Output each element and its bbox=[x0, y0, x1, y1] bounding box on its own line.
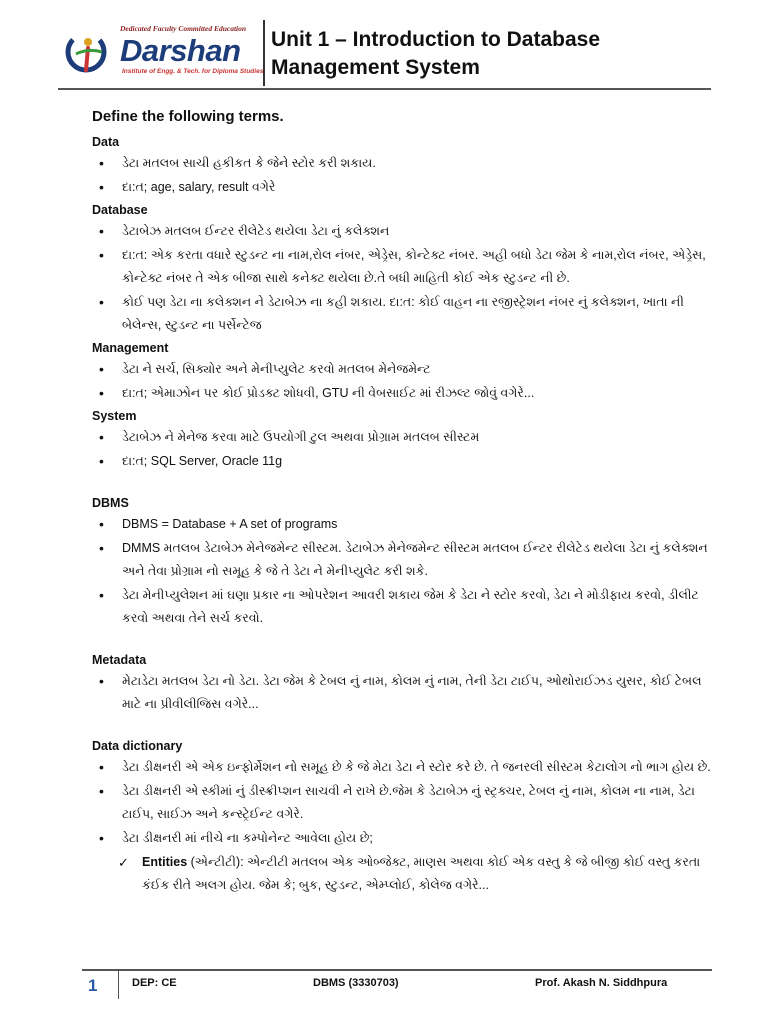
list-item: • દા:ત: એક કરતા વધારે સ્ટુડન્ટ ના નામ,રોલ નંબર, એડ્રેસ, કોન્ટેક્ટ નંબર. અહી બધો ડેટા જેમ કે નામ,રોલ નંબર, એડ્રેસ, કોન્ટેક્ટ નંબર તે એક બીજા સાથે કનેક્ટ થયેલા છે.તે બધી માહિતી કોઈ એક સ્ટુડન્ટ ની છે. bbox=[92, 244, 712, 290]
footer-department: DEP: CE bbox=[132, 977, 177, 989]
logo-mark-icon bbox=[62, 28, 118, 84]
bullet-list bbox=[92, 426, 712, 473]
term-metadata: Metadata bbox=[92, 653, 147, 667]
list-item: • દા:ત; એમાઝોન પર કોઈ પ્રોડક્ટ શોધવી, GTU ની વેબસાઈટ માં રીઝલ્ટ જોવું વગેરે... bbox=[92, 382, 712, 405]
term-management: Management bbox=[92, 341, 169, 355]
unit-title-line2: Management System bbox=[271, 56, 480, 79]
list-item: • ડેટાબેઝ ને મેનેજ કરવા માટે ઉપયોગી ટુલ અથવા પ્રોગ્રામ મતલબ સીસ્ટમ bbox=[92, 426, 712, 449]
list-item: • DMMS મતલબ ડેટાબેઝ મેનેજમેન્ટ સીસ્ટમ. ડેટાબેઝ મેનેજમેન્ટ સીસ્ટમ મતલબ ઈન્ટર રીલેટેડ થયેલા ડેટા નું કલેક્શન અને તેવા પ્રોગ્રામ નો સમૂહ કે જે તે ડેટા ને મેનીપ્યુલેટ કરી શકે. bbox=[92, 537, 712, 583]
unit-title bbox=[271, 26, 600, 82]
bullet-list bbox=[92, 220, 712, 337]
institute-logo bbox=[62, 24, 264, 86]
list-item: • દા:ત; age, salary, result વગેરે bbox=[92, 176, 712, 199]
bullet-list bbox=[92, 152, 712, 199]
section-heading: Define the following terms. bbox=[92, 108, 284, 125]
checklist-item bbox=[92, 851, 712, 897]
term-database: Database bbox=[92, 203, 148, 217]
list-item: • DBMS = Database + A set of programs bbox=[92, 513, 712, 536]
list-item: • મેટાડેટા મતલબ ડેટા નો ડેટા. ડેટા જેમ કે ટેબલ નું નામ, કોલમ નું નામ, તેની ડેટા ટાઈપ, ઓથોરાઈઝડ યુસર, કોઈ ટેબલ માટે ના પ્રીવીલીજિસ વગેરે... bbox=[92, 670, 712, 716]
list-item: • ડેટા ડીક્ષનરી માં નીચે ના કમ્પોનેન્ટ આવેલા હોય છે; bbox=[92, 827, 712, 850]
list-item: • ડેટા મતલબ સાચી હકીકત કે જેને સ્ટોર કરી શકાય. bbox=[92, 152, 712, 175]
list-item: • ડેટા મેનીપ્યુલેશન માં ઘણા પ્રકાર ના ઓપરેશન આવરી શકાય જેમ કે ડેટા ને સ્ટોર કરવો, ડેટા ને મોડીફાય કરવો, ડીલીટ કરવો અથવા તેને સર્ચ કરવો. bbox=[92, 584, 712, 630]
term-data: Data bbox=[92, 135, 120, 149]
term-data-dictionary: Data dictionary bbox=[92, 739, 183, 753]
checklist-item-text: (એન્ટીટી): એન્ટીટી મતલબ એક ઓબ્જેક્ટ, માણસ અથવા કોઈ એક વસ્તુ કે જે બીજી કોઈ વસ્તુ કરતા કંઈક રીતે અલગ હોય. જેમ કે; બુક, સ્ટુડન્ટ, એમ્પ્લોઈ, કોલેજ વગેરે... bbox=[142, 855, 701, 892]
bullet-list bbox=[92, 670, 712, 716]
unit-title-line1: Unit 1 – Introduction to Database bbox=[271, 28, 601, 51]
page-number: 1 bbox=[88, 976, 98, 995]
header-divider bbox=[263, 20, 265, 86]
footer-divider bbox=[118, 969, 119, 999]
list-item: • ડેટા ને સર્ચ, સિક્યોર અને મેનીપ્યુલેટ કરવો મતલબ મેનેજમેન્ટ bbox=[92, 358, 712, 381]
bullet-list bbox=[92, 513, 712, 630]
footer-subject: DBMS (3330703) bbox=[313, 977, 399, 989]
document-body bbox=[92, 106, 712, 898]
bullet-list bbox=[92, 756, 712, 897]
checklist-item-label: Entities bbox=[142, 855, 188, 869]
bullet-list bbox=[92, 358, 712, 405]
term-dbms: DBMS bbox=[92, 496, 129, 510]
logo-name: Darshan bbox=[120, 33, 241, 68]
list-item: • ડેટાબેઝ મતલબ ઈન્ટર રીલેટેડ થયેલા ડેટા નું કલેક્શન bbox=[92, 220, 712, 243]
header-rule bbox=[58, 88, 711, 90]
logo-subtitle: Institute of Engg. & Tech. for Diploma Studies bbox=[122, 68, 264, 75]
list-item: • કોઈ પણ ડેટા ના કલેક્શન ને ડેટાબેઝ ના કહી શકાય. દા:ત: કોઈ વાહન ના રજીસ્ટ્રેશન નંબર નું કલેક્શન, ખાતા ની બેલેન્સ, સ્ટુડન્ટ ના પર્સેન્ટેજ bbox=[92, 291, 712, 337]
list-item: • ડેટા ડીક્ષનરી એ એક ઇન્ફોર્મેશન નો સમૂહ છે કે જે મેટા ડેટા ને સ્ટોર કરે છે. તે જનરલી સીસ્ટમ કેટાલોગ નો ભાગ હોય છે. bbox=[92, 756, 712, 779]
logo-tagline: Dedicated Faculty Committed Education bbox=[120, 24, 247, 33]
term-system: System bbox=[92, 409, 137, 423]
list-item: • દા:ત; SQL Server, Oracle 11g bbox=[92, 450, 712, 473]
footer-rule bbox=[82, 969, 712, 971]
page-header bbox=[58, 18, 708, 88]
list-item: • ડેટા ડીક્ષનરી એ સ્કીમાં નું ડીસ્ક્રીપ્શન સાચવી ને રાખે છે.જેમ કે ડેટાબેઝ નું સ્ટ્રક્ચર, ટેબલ નું નામ, કોલમ ના નામ, ડેટા ટાઈપ, સાઈઝ અને કન્સ્ટ્રેઈન્ટ વગેરે. bbox=[92, 780, 712, 826]
footer-author: Prof. Akash N. Siddhpura bbox=[535, 977, 668, 989]
